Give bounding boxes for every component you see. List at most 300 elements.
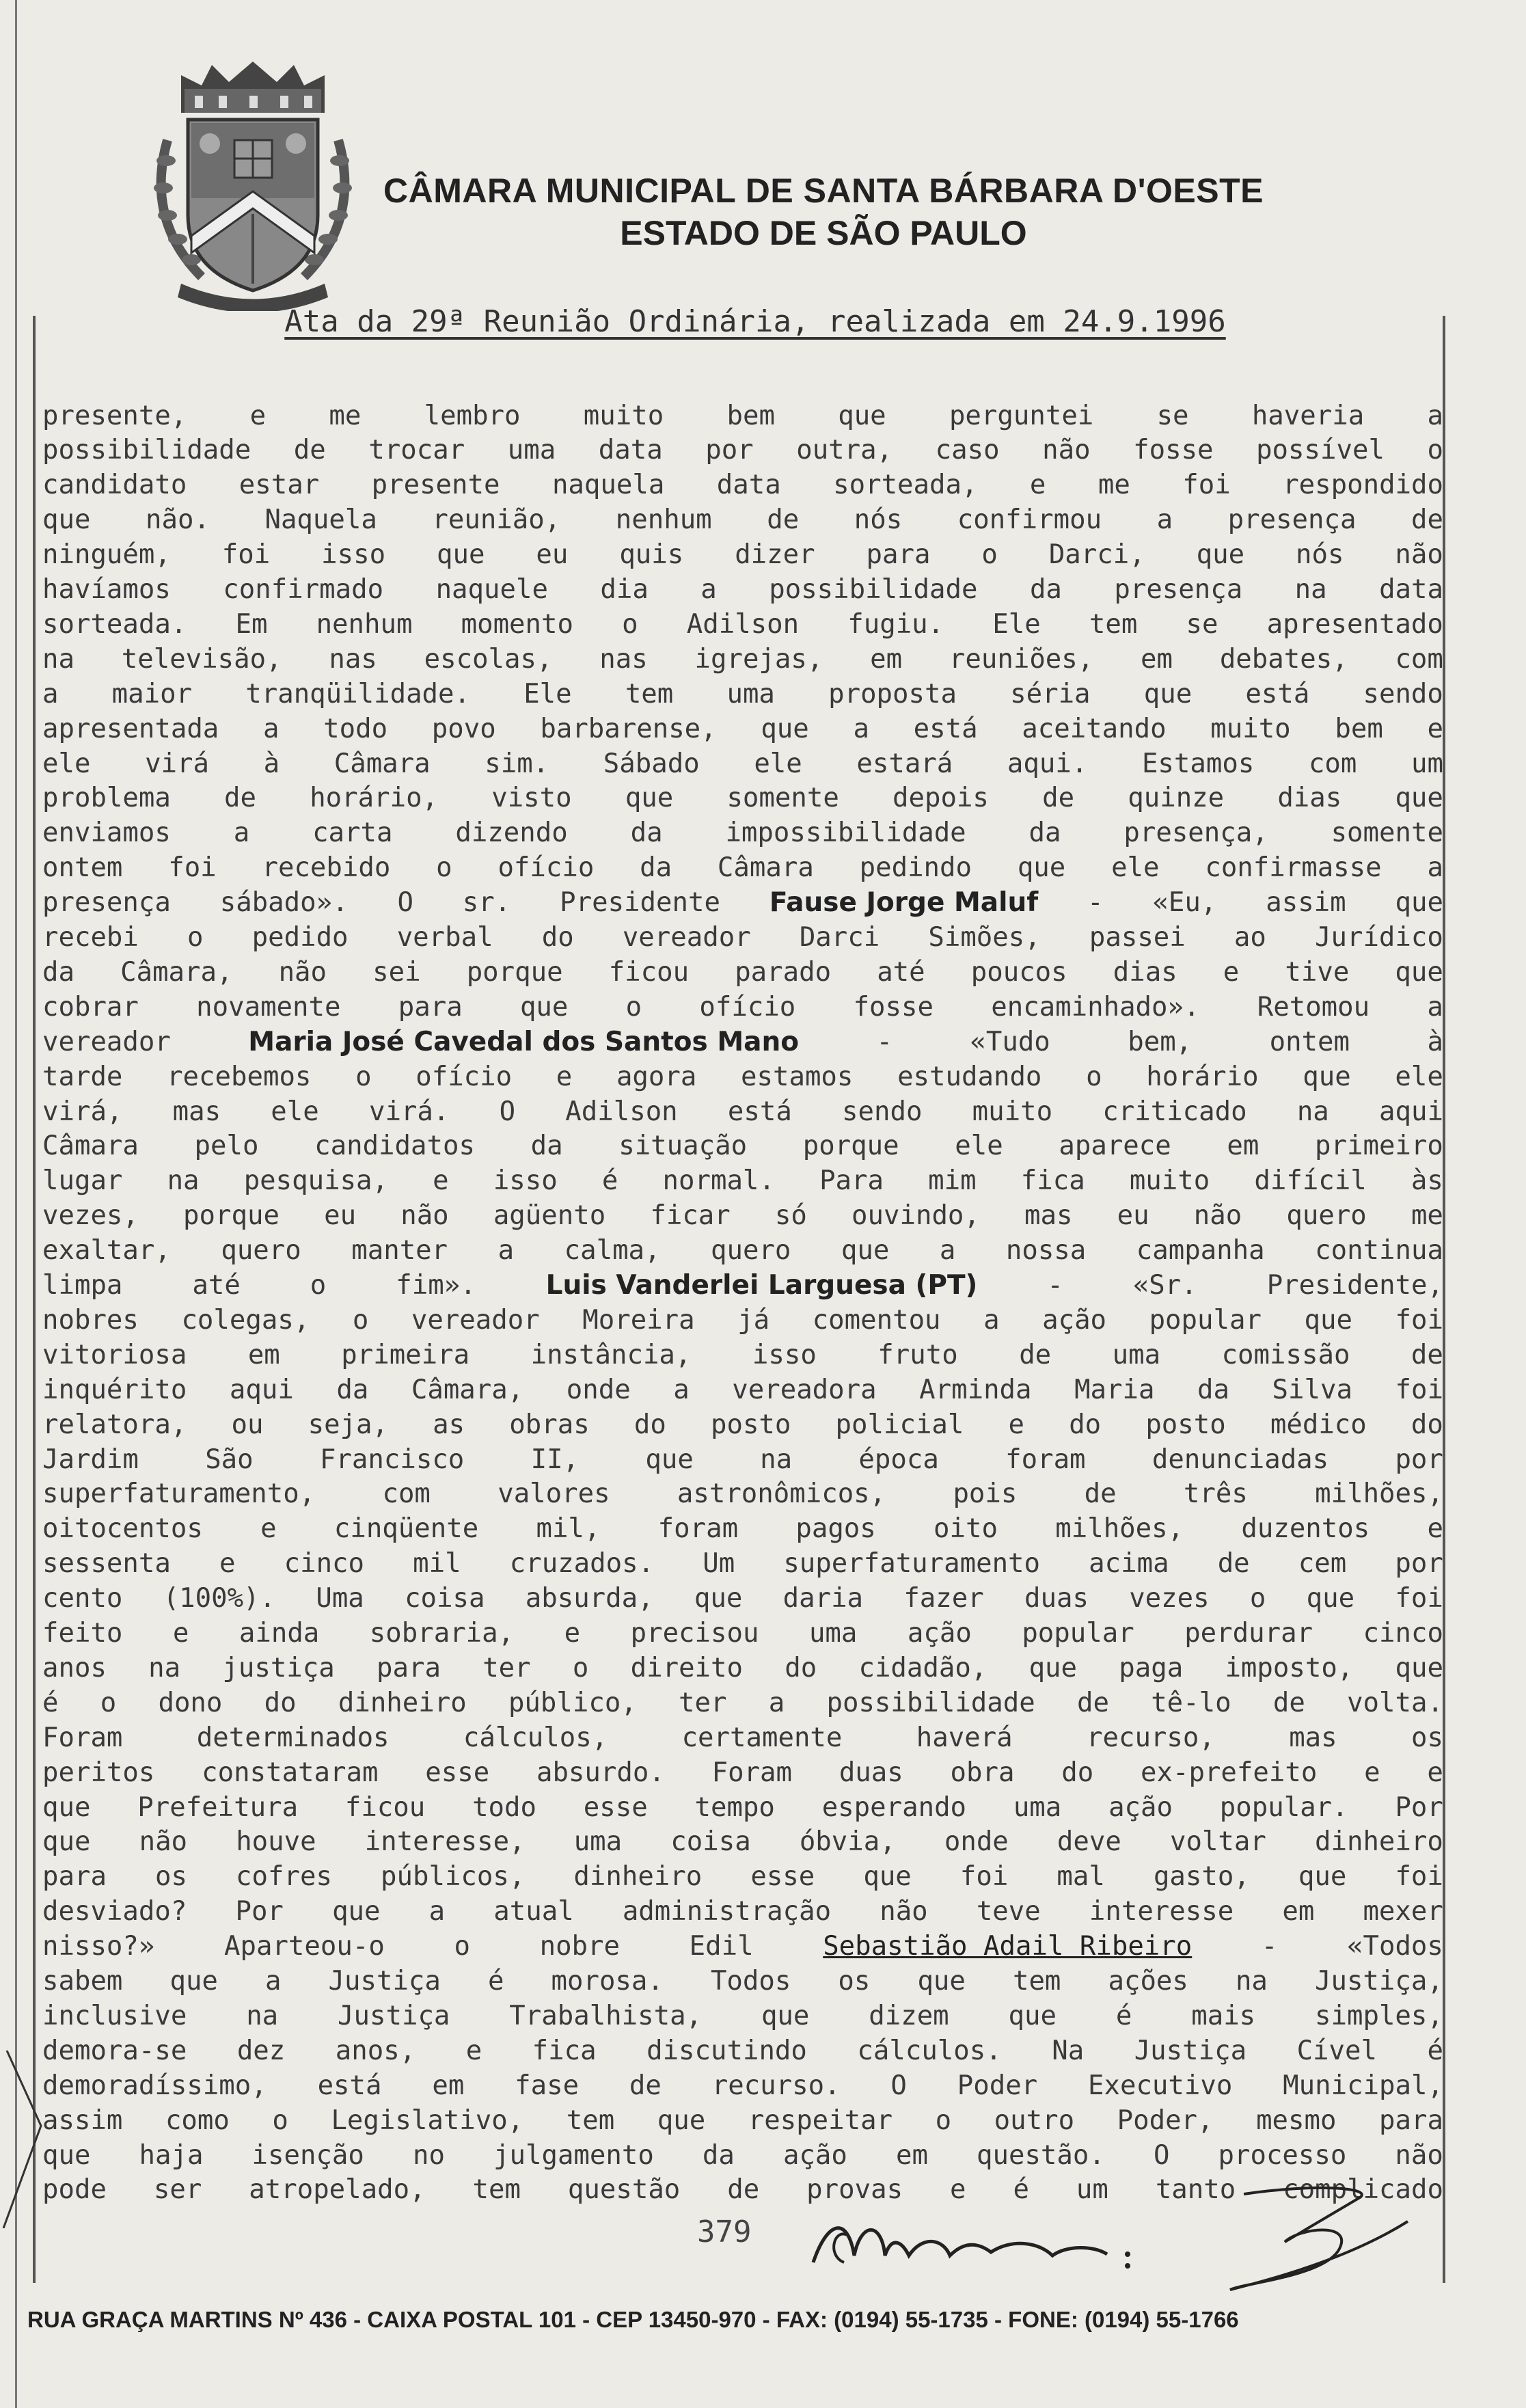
- body-word: cruzados.: [509, 1548, 655, 1580]
- body-word: ele: [271, 1096, 319, 1127]
- body-word: recurso,: [1087, 1722, 1215, 1753]
- body-word: que: [42, 1826, 91, 1858]
- body-word: milhões,: [1315, 1478, 1443, 1510]
- body-word: tem: [1012, 1966, 1061, 1997]
- body-word: que: [169, 1966, 218, 1997]
- signature-icon: [806, 2180, 1421, 2297]
- body-word: que: [332, 1896, 381, 1927]
- body-word: a: [1427, 400, 1443, 431]
- body-word: bem: [1335, 713, 1383, 744]
- body-word: mil,: [536, 1513, 601, 1545]
- body-word: para: [1379, 2105, 1443, 2136]
- body-word: muito: [583, 400, 664, 431]
- body-word: verbal: [396, 922, 493, 953]
- body-line: [42, 1930, 1443, 1964]
- body-word: tem: [472, 2174, 521, 2206]
- body-word: sim.: [485, 748, 549, 779]
- body-word: continua: [1315, 1235, 1443, 1267]
- body-word: do: [1411, 1409, 1443, 1440]
- body-word: presente: [371, 470, 500, 501]
- body-word: «Tudo: [970, 1026, 1050, 1057]
- body-word: coisa: [670, 1826, 751, 1858]
- body-word: questão.: [977, 2139, 1105, 2171]
- body-word: ao: [1234, 922, 1266, 953]
- body-line: [42, 1860, 1443, 1894]
- body-word: -: [1261, 1931, 1278, 1962]
- body-word: à: [1427, 1026, 1443, 1057]
- body-word: Maria: [1074, 1374, 1155, 1405]
- margin-pen-mark-icon: [0, 2051, 62, 2228]
- body-word: discutindo: [646, 2035, 807, 2066]
- body-line: [42, 573, 1443, 607]
- body-word: virá: [145, 748, 209, 779]
- body-word: popular: [1149, 1304, 1262, 1336]
- body-word: uma: [1112, 1339, 1161, 1370]
- body-word: e: [1008, 1409, 1025, 1440]
- body-word: fica: [532, 2035, 597, 2066]
- body-word: Câmara: [717, 852, 814, 884]
- body-word: que: [1395, 1652, 1443, 1683]
- body-word: sr.: [462, 887, 511, 919]
- body-word: até: [192, 1270, 241, 1301]
- body-word: ação: [1042, 1304, 1107, 1336]
- body-word: apresentada: [42, 713, 219, 744]
- body-word: na: [167, 1165, 200, 1197]
- body-word: fim».: [396, 1270, 476, 1301]
- body-word: do: [633, 1409, 666, 1440]
- body-word: um: [1076, 2174, 1108, 2206]
- body-word: cinco: [284, 1548, 365, 1580]
- body-word: que: [657, 2105, 706, 2136]
- body-word: séria: [1010, 678, 1091, 709]
- body-word: recurso.: [711, 2070, 841, 2101]
- body-line: [42, 1199, 1443, 1233]
- body-word: certamente: [681, 1722, 843, 1753]
- body-line: [42, 1825, 1443, 1859]
- body-word: Executivo: [1088, 2070, 1233, 2101]
- body-word: ação: [1108, 1791, 1173, 1823]
- body-word: criticado: [1102, 1096, 1247, 1127]
- body-word: ação: [907, 1618, 972, 1649]
- body-word: vereador: [622, 922, 751, 953]
- body-word: Um: [703, 1548, 735, 1580]
- body-word: ex-prefeito: [1141, 1757, 1318, 1788]
- body-word: mais: [1191, 2000, 1256, 2031]
- body-word: o: [352, 1304, 369, 1336]
- body-word: o: [1427, 435, 1443, 466]
- body-word: é: [1115, 2000, 1132, 2031]
- body-word: dia: [600, 574, 649, 605]
- body-word: a: [1156, 504, 1173, 536]
- body-word: cofres: [236, 1861, 332, 1893]
- body-word: com: [382, 1478, 431, 1510]
- body-word: ouvindo,: [851, 1200, 980, 1232]
- body-word: oitocentos: [42, 1513, 203, 1545]
- body-word: Poder: [957, 2070, 1038, 2101]
- body-word: passei: [1089, 922, 1186, 953]
- body-word: -: [1047, 1270, 1063, 1301]
- body-word: tarde: [42, 1061, 123, 1092]
- body-word: popular.: [1219, 1791, 1348, 1823]
- body-word: da: [1197, 1374, 1229, 1405]
- body-word: na: [1296, 1096, 1329, 1127]
- body-word: e: [1223, 956, 1240, 988]
- body-word: outra,: [796, 435, 893, 466]
- body-word: eu: [324, 1200, 357, 1232]
- body-word: que: [519, 991, 569, 1023]
- body-line: [42, 1338, 1443, 1372]
- body-line: [42, 1999, 1443, 2033]
- body-word: de: [629, 2070, 662, 2101]
- body-word: ele: [1395, 1061, 1443, 1092]
- body-word: Arminda: [919, 1374, 1032, 1405]
- body-word: que: [625, 783, 674, 814]
- body-word: haja: [139, 2139, 204, 2171]
- body-word: Trabalhista,: [509, 2000, 703, 2031]
- body-word: por: [1395, 1444, 1443, 1475]
- body-word: apresentado: [1266, 608, 1443, 640]
- body-word: virá,: [42, 1096, 123, 1127]
- body-line: [42, 921, 1443, 955]
- body-word: a: [983, 1304, 1000, 1336]
- body-word: que: [863, 1861, 912, 1893]
- body-word: aqui: [1379, 1096, 1443, 1127]
- body-word: Retomou: [1257, 991, 1370, 1023]
- page-edge-rule: [15, 0, 17, 2408]
- body-word: Simões,: [928, 922, 1041, 953]
- body-word: foi: [1182, 470, 1231, 501]
- body-word: que: [694, 1583, 743, 1614]
- body-word: é: [487, 1966, 504, 1997]
- body-word: isso: [321, 539, 386, 571]
- body-word: candidato: [42, 470, 187, 501]
- body-word: foi: [221, 539, 271, 571]
- body-word: ele: [1111, 852, 1160, 884]
- body-word: superfaturamento: [783, 1548, 1041, 1580]
- body-word: que: [1298, 1861, 1347, 1893]
- body-word: Darci: [799, 922, 880, 953]
- body-word: os: [838, 1966, 871, 1997]
- body-word: porque: [466, 956, 563, 988]
- body-word: dono: [158, 1687, 223, 1718]
- body-word: dizendo: [455, 817, 568, 849]
- body-word: cento: [42, 1583, 123, 1614]
- body-word: foi: [1395, 1861, 1443, 1893]
- body-word: candidatos: [314, 1131, 475, 1162]
- body-word: sorteada,: [833, 470, 978, 501]
- body-word: fosse: [853, 991, 934, 1023]
- body-word: por: [705, 435, 754, 466]
- body-word: o: [436, 852, 452, 884]
- body-word: policial: [835, 1409, 964, 1440]
- body-line: [42, 1094, 1443, 1128]
- body-word: limpa: [42, 1270, 123, 1301]
- body-word: cem: [1298, 1548, 1347, 1580]
- body-word: Justiça: [1134, 2035, 1247, 2066]
- body-word: instância,: [530, 1339, 692, 1370]
- body-word: debates,: [1219, 643, 1348, 675]
- body-word: o: [355, 1061, 372, 1092]
- body-word: assim: [42, 2105, 123, 2136]
- body-word: presença,: [1123, 817, 1268, 849]
- body-word: se: [1186, 608, 1218, 640]
- body-word: inclusive: [42, 2000, 187, 2031]
- body-word: Presidente: [560, 887, 720, 919]
- body-word: haveria: [1251, 400, 1365, 431]
- body-word: morosa.: [551, 1966, 664, 1997]
- body-word: atual: [493, 1896, 574, 1927]
- body-word: -: [876, 1026, 893, 1057]
- body-line: [42, 2103, 1443, 2137]
- body-word: fugiu.: [847, 608, 944, 640]
- body-word: a: [1427, 852, 1443, 884]
- body-word: de: [1042, 783, 1075, 814]
- body-line: [42, 1755, 1443, 1789]
- body-word: foi: [1395, 1304, 1443, 1336]
- body-word: o: [187, 922, 204, 953]
- body-word: deve: [1057, 1826, 1121, 1858]
- body-word: até: [877, 956, 925, 988]
- body-line: [42, 2138, 1443, 2172]
- body-word: data: [598, 435, 663, 466]
- body-word: agora: [616, 1061, 697, 1092]
- body-word: mas: [1024, 1200, 1073, 1232]
- body-word: que: [838, 400, 886, 431]
- body-word: não.: [146, 504, 210, 536]
- body-word: nossa: [1005, 1235, 1087, 1267]
- body-line: [42, 1582, 1443, 1616]
- body-word: à: [263, 748, 280, 779]
- body-word: Edil: [689, 1931, 754, 1962]
- body-word: nobres: [42, 1304, 139, 1336]
- body-word: quero: [221, 1235, 301, 1267]
- body-word: inquérito: [42, 1374, 187, 1405]
- body-word: o: [1086, 1061, 1102, 1092]
- body-word: fazer: [903, 1583, 984, 1614]
- body-word: fruto: [877, 1339, 958, 1370]
- body-word: nobre: [539, 1931, 620, 1962]
- body-word: dizer: [735, 539, 815, 571]
- body-word: possibilidade: [769, 574, 978, 605]
- body-word: dinheiro: [338, 1687, 467, 1718]
- body-word: na: [1235, 1966, 1268, 1997]
- body-word: reunião,: [432, 504, 561, 536]
- body-word: não: [1395, 539, 1443, 571]
- body-word: a: [428, 1896, 446, 1927]
- body-word: é: [1427, 2035, 1443, 2066]
- body-word: quinze: [1128, 783, 1225, 814]
- body-word: problema: [42, 783, 171, 814]
- body-line: [42, 1651, 1443, 1685]
- body-word: da: [1028, 817, 1061, 849]
- body-word: naquele: [435, 574, 548, 605]
- body-word: pagos: [795, 1513, 876, 1545]
- body-word: da: [702, 2139, 735, 2171]
- body-word: processo: [1218, 2139, 1347, 2171]
- body-word: vitoriosa: [42, 1339, 187, 1370]
- body-word: seja,: [308, 1409, 389, 1440]
- body-word: reuniões,: [949, 643, 1094, 675]
- body-word: O: [397, 887, 413, 919]
- body-word: do: [541, 922, 574, 953]
- body-word: primeira: [341, 1339, 470, 1370]
- body-word: no: [412, 2139, 445, 2171]
- body-line: [42, 1477, 1443, 1511]
- body-word: absurda,: [525, 1583, 654, 1614]
- body-word: cidadão,: [858, 1652, 987, 1683]
- body-word: e: [172, 1618, 189, 1649]
- body-word: Todos: [710, 1966, 791, 1997]
- body-word: assim: [1266, 887, 1346, 919]
- body-word: não: [880, 1896, 928, 1927]
- body-word: Presidente,: [1266, 1270, 1443, 1301]
- body-word: popular: [1022, 1618, 1134, 1649]
- body-word: outro: [994, 2105, 1075, 2136]
- organization-name: CÂMARA MUNICIPAL DE SANTA BÁRBARA D'OESTE: [383, 172, 1264, 210]
- body-word: estudando: [897, 1061, 1042, 1092]
- body-word: que: [1196, 539, 1245, 571]
- body-word: com: [1395, 643, 1443, 675]
- body-word: quero: [1286, 1200, 1367, 1232]
- body-word: e: [556, 1061, 573, 1092]
- body-word: por: [1395, 1548, 1443, 1580]
- body-word: uma: [507, 435, 556, 466]
- body-word: aqui: [229, 1374, 294, 1405]
- body-line: [42, 1964, 1443, 1999]
- body-word: Câmara,: [411, 1374, 524, 1405]
- body-line: [42, 816, 1443, 850]
- body-word: depois: [893, 783, 989, 814]
- body-line: [42, 1303, 1443, 1337]
- body-word: maior: [111, 678, 193, 709]
- body-word: estará: [856, 748, 953, 779]
- body-word: e: [465, 2035, 482, 2066]
- body-word: o: [935, 2105, 952, 2136]
- body-word: recebemos: [167, 1061, 312, 1092]
- body-word: a: [673, 1374, 690, 1405]
- body-line: [42, 990, 1443, 1024]
- body-word: ter: [482, 1652, 531, 1683]
- body-word: respeitar: [748, 2105, 893, 2136]
- body-word: dizem: [869, 2000, 949, 2031]
- body-word: me: [1098, 470, 1130, 501]
- body-word: e: [249, 400, 267, 431]
- body-word: que: [437, 539, 485, 571]
- body-line: [42, 2033, 1443, 2068]
- body-word: demora-se: [42, 2035, 187, 2066]
- body-word: uma: [573, 1826, 623, 1858]
- body-word: simples,: [1315, 2000, 1443, 2031]
- body-word: cálculos,: [463, 1722, 608, 1753]
- body-word: Darci,: [1048, 539, 1145, 571]
- body-word: esse: [750, 1861, 815, 1893]
- body-word: uma: [808, 1618, 858, 1649]
- body-word: momento: [461, 608, 573, 640]
- body-word: cinco: [1363, 1618, 1443, 1649]
- body-word: e: [1427, 713, 1443, 744]
- body-word: foi: [1395, 1583, 1443, 1614]
- body-word: somente: [1331, 817, 1443, 849]
- body-word: ficou: [344, 1791, 426, 1823]
- body-word: Sábado: [603, 748, 700, 779]
- body-word: ação: [782, 2139, 847, 2171]
- body-word: da: [640, 852, 672, 884]
- body-word: a: [939, 1235, 956, 1267]
- body-word: em: [870, 643, 903, 675]
- body-word: a: [264, 1966, 282, 1997]
- body-word: poucos: [970, 956, 1067, 988]
- body-word: o: [1249, 1583, 1266, 1614]
- body-word: ele: [42, 748, 91, 779]
- body-word: impossibilidade: [725, 817, 966, 849]
- body-line: [42, 1059, 1443, 1094]
- body-word: perguntei: [949, 400, 1094, 431]
- body-line: [42, 677, 1443, 711]
- body-word: Naquela: [264, 504, 377, 536]
- body-word: sobraria,: [369, 1618, 515, 1649]
- body-word: todo: [472, 1791, 536, 1823]
- body-word: voltar: [1169, 1826, 1266, 1858]
- body-word: horário,: [310, 783, 439, 814]
- body-word: e: [260, 1513, 277, 1545]
- body-word: cobrar: [42, 991, 139, 1023]
- body-word: de: [293, 435, 326, 466]
- body-word: confirmasse: [1205, 852, 1382, 884]
- body-word: julgamento: [493, 2139, 654, 2171]
- body-word: interesse,: [364, 1826, 526, 1858]
- body-word: é: [1013, 2174, 1029, 2206]
- body-word: estar: [239, 470, 320, 501]
- body-word: pedido: [251, 922, 349, 953]
- body-word: anos: [42, 1652, 107, 1683]
- body-word: Na: [1052, 2035, 1085, 2066]
- body-word: constataram: [202, 1757, 379, 1788]
- body-word: que: [645, 1444, 694, 1475]
- letterhead-footer: RUA GRAÇA MARTINS Nº 436 - CAIXA POSTAL 101 - CEP 13450-970 - FAX: (0194) 55-1735 - FONE: (0194) 55-1766: [27, 2307, 1239, 2332]
- body-word: a: [262, 713, 280, 744]
- body-word: muito: [1210, 713, 1291, 744]
- body-word: isso: [493, 1165, 558, 1197]
- body-word: não: [1042, 435, 1091, 466]
- body-word: atropelado,: [249, 2174, 426, 2206]
- body-word: de: [1076, 1687, 1109, 1718]
- body-word: haverá: [916, 1722, 1013, 1753]
- body-word: mas: [172, 1096, 221, 1127]
- body-word: uma: [1013, 1791, 1062, 1823]
- body-word: em: [895, 2139, 928, 2171]
- body-word: dinheiro: [573, 1861, 703, 1893]
- body-word: está: [1245, 678, 1310, 709]
- body-word: nenhum: [316, 608, 413, 640]
- body-word: fica: [1020, 1165, 1085, 1197]
- body-word: Por: [1395, 1791, 1443, 1823]
- body-word: se: [1156, 400, 1189, 431]
- body-word: peritos: [42, 1757, 155, 1788]
- body-word: questão: [567, 2174, 681, 2206]
- body-word: o: [310, 1270, 327, 1301]
- body-word: sessenta: [42, 1548, 171, 1580]
- body-word: Jardim: [42, 1444, 139, 1475]
- body-word: que: [1008, 2000, 1057, 2031]
- body-word: justiça: [222, 1652, 335, 1683]
- body-word: Para: [819, 1165, 884, 1197]
- body-word: não: [1395, 2139, 1443, 2171]
- body-word: a: [233, 817, 250, 849]
- body-line: [42, 712, 1443, 746]
- body-line: [42, 1616, 1443, 1651]
- body-word: feito: [42, 1618, 123, 1649]
- body-word: na: [246, 2000, 279, 2031]
